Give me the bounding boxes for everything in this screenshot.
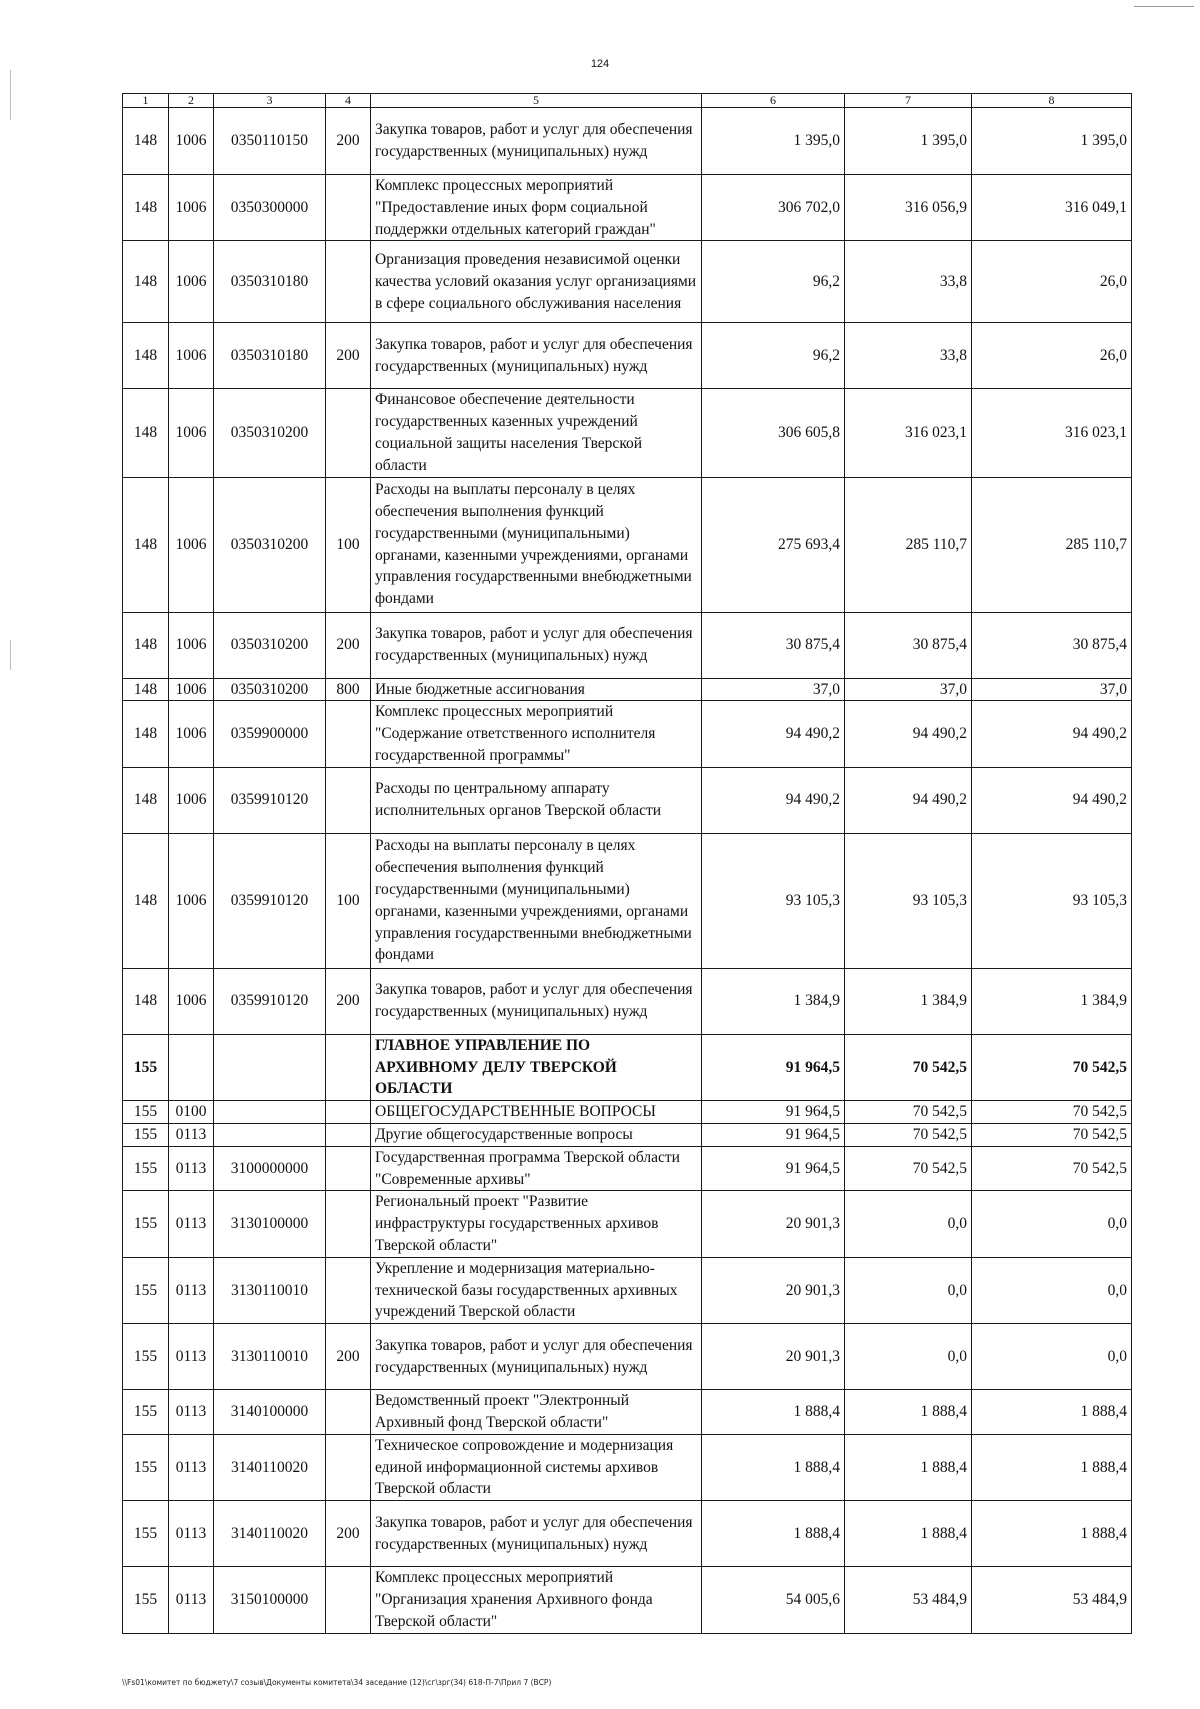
cell-expense-type: 200: [326, 108, 371, 175]
cell-target-article: 3150100000: [214, 1567, 326, 1633]
cell-amount-year3: 0,0: [972, 1257, 1132, 1323]
cell-amount-year1: 91 964,5: [702, 1101, 845, 1124]
cell-amount-year3: 0,0: [972, 1191, 1132, 1257]
cell-amount-year3: 285 110,7: [972, 477, 1132, 612]
table-row: [123, 968, 1132, 1034]
cell-description: Закупка товаров, работ и услуг для обеспечения государственных (муниципальных) нужд: [371, 968, 702, 1034]
cell-amount-year2: 94 490,2: [845, 701, 972, 767]
cell-amount-year2: 1 888,4: [845, 1390, 972, 1435]
cell-amount-year1: 96,2: [702, 241, 845, 323]
cell-description: Другие общегосударственные вопросы: [371, 1123, 702, 1146]
cell-description: Закупка товаров, работ и услуг для обеспечения государственных (муниципальных) нужд: [371, 323, 702, 389]
cell-target-article: 0350310200: [214, 612, 326, 678]
cell-expense-type: 100: [326, 833, 371, 968]
cell-description: ОБЩЕГОСУДАРСТВЕННЫЕ ВОПРОСЫ: [371, 1101, 702, 1124]
cell-expense-type: [326, 701, 371, 767]
cell-razdel: 1006: [169, 175, 214, 241]
cell-razdel: 0100: [169, 1101, 214, 1124]
table-row: [123, 389, 1132, 477]
table-row: [123, 108, 1132, 175]
cell-description: Комплекс процессных мероприятий "Содержание ответственного исполнителя государственной программы": [371, 701, 702, 767]
cell-amount-year3: 70 542,5: [972, 1101, 1132, 1124]
cell-amount-year1: 1 888,4: [702, 1390, 845, 1435]
cell-amount-year2: 0,0: [845, 1324, 972, 1390]
cell-target-article: 0350300000: [214, 175, 326, 241]
cell-target-article: 0350310200: [214, 477, 326, 612]
cell-amount-year3: 1 384,9: [972, 968, 1132, 1034]
cell-amount-year1: 1 888,4: [702, 1434, 845, 1500]
cell-expense-type: [326, 1257, 371, 1323]
cell-amount-year1: 20 901,3: [702, 1191, 845, 1257]
cell-razdel: 1006: [169, 389, 214, 477]
cell-razdel: 0113: [169, 1567, 214, 1633]
cell-glava: 148: [123, 477, 169, 612]
table-row: [123, 833, 1132, 968]
cell-target-article: [214, 1034, 326, 1100]
cell-description: Ведомственный проект "Электронный Архивный фонд Тверской области": [371, 1390, 702, 1435]
cell-expense-type: 800: [326, 678, 371, 701]
cell-amount-year3: 26,0: [972, 241, 1132, 323]
cell-razdel: 0113: [169, 1146, 214, 1191]
table-row: [123, 1434, 1132, 1500]
cell-amount-year1: 93 105,3: [702, 833, 845, 968]
cell-razdel: 0113: [169, 1501, 214, 1567]
cell-glava: 148: [123, 767, 169, 833]
table-row: [123, 241, 1132, 323]
cell-amount-year2: 30 875,4: [845, 612, 972, 678]
cell-amount-year2: 70 542,5: [845, 1146, 972, 1191]
cell-amount-year1: 94 490,2: [702, 701, 845, 767]
cell-target-article: 0359910120: [214, 833, 326, 968]
cell-razdel: 1006: [169, 612, 214, 678]
cell-razdel: 0113: [169, 1434, 214, 1500]
table-row: [123, 1034, 1132, 1100]
table-row: [123, 1324, 1132, 1390]
header-cell: 7: [845, 94, 972, 108]
table-row: [123, 175, 1132, 241]
scan-margin-mark: [10, 70, 11, 120]
cell-expense-type: 200: [326, 323, 371, 389]
cell-glava: 155: [123, 1257, 169, 1323]
cell-razdel: 1006: [169, 833, 214, 968]
cell-amount-year1: 1 384,9: [702, 968, 845, 1034]
cell-amount-year2: 70 542,5: [845, 1101, 972, 1124]
cell-amount-year1: 91 964,5: [702, 1034, 845, 1100]
cell-glava: 148: [123, 833, 169, 968]
cell-description: Иные бюджетные ассигнования: [371, 678, 702, 701]
cell-description: Финансовое обеспечение деятельности государственных казенных учреждений социальной защиты населения Тверской области: [371, 389, 702, 477]
cell-expense-type: [326, 1390, 371, 1435]
cell-amount-year3: 1 395,0: [972, 108, 1132, 175]
cell-razdel: 1006: [169, 678, 214, 701]
cell-glava: 148: [123, 323, 169, 389]
cell-target-article: 0350310200: [214, 389, 326, 477]
cell-razdel: 0113: [169, 1123, 214, 1146]
cell-amount-year1: 306 702,0: [702, 175, 845, 241]
cell-description: Комплекс процессных мероприятий "Организация хранения Архивного фонда Тверской области": [371, 1567, 702, 1633]
cell-amount-year1: 94 490,2: [702, 767, 845, 833]
table-header-row: [123, 94, 1132, 108]
cell-amount-year2: 37,0: [845, 678, 972, 701]
cell-glava: 148: [123, 175, 169, 241]
cell-amount-year2: 0,0: [845, 1257, 972, 1323]
table-row: [123, 767, 1132, 833]
table-row: [123, 1501, 1132, 1567]
cell-glava: 155: [123, 1434, 169, 1500]
table-row: [123, 1123, 1132, 1146]
cell-amount-year3: 70 542,5: [972, 1146, 1132, 1191]
cell-amount-year2: 1 888,4: [845, 1501, 972, 1567]
table-row: [123, 612, 1132, 678]
cell-amount-year1: 20 901,3: [702, 1257, 845, 1323]
cell-razdel: 0113: [169, 1257, 214, 1323]
cell-amount-year1: 275 693,4: [702, 477, 845, 612]
cell-description: Государственная программа Тверской области "Современные архивы": [371, 1146, 702, 1191]
cell-amount-year2: 94 490,2: [845, 767, 972, 833]
cell-amount-year3: 1 888,4: [972, 1501, 1132, 1567]
header-cell: 3: [214, 94, 326, 108]
header-cell: 1: [123, 94, 169, 108]
cell-amount-year1: 91 964,5: [702, 1146, 845, 1191]
cell-amount-year1: 96,2: [702, 323, 845, 389]
cell-amount-year2: 1 384,9: [845, 968, 972, 1034]
budget-table: [122, 93, 1132, 1634]
cell-amount-year1: 91 964,5: [702, 1123, 845, 1146]
table-row: [123, 1567, 1132, 1633]
cell-amount-year1: 30 875,4: [702, 612, 845, 678]
cell-glava: 155: [123, 1191, 169, 1257]
cell-razdel: 1006: [169, 108, 214, 175]
scan-corner-line: [1134, 6, 1194, 7]
cell-description: ГЛАВНОЕ УПРАВЛЕНИЕ ПО АРХИВНОМУ ДЕЛУ ТВЕРСКОЙ ОБЛАСТИ: [371, 1034, 702, 1100]
cell-expense-type: 200: [326, 1501, 371, 1567]
cell-target-article: 3130110010: [214, 1324, 326, 1390]
cell-amount-year3: 0,0: [972, 1324, 1132, 1390]
table-row: [123, 477, 1132, 612]
cell-target-article: 0359900000: [214, 701, 326, 767]
cell-glava: 148: [123, 701, 169, 767]
cell-amount-year3: 70 542,5: [972, 1123, 1132, 1146]
cell-amount-year1: 20 901,3: [702, 1324, 845, 1390]
cell-description: Техническое сопровождение и модернизация единой информационной системы архивов Тверской области: [371, 1434, 702, 1500]
cell-razdel: [169, 1034, 214, 1100]
header-cell: 6: [702, 94, 845, 108]
cell-razdel: 1006: [169, 767, 214, 833]
cell-glava: 155: [123, 1567, 169, 1633]
table-row: [123, 1101, 1132, 1124]
cell-target-article: 0350110150: [214, 108, 326, 175]
cell-amount-year1: 306 605,8: [702, 389, 845, 477]
cell-glava: 155: [123, 1034, 169, 1100]
cell-expense-type: [326, 1567, 371, 1633]
cell-amount-year3: 37,0: [972, 678, 1132, 701]
cell-glava: 155: [123, 1146, 169, 1191]
cell-amount-year2: 1 395,0: [845, 108, 972, 175]
cell-glava: 148: [123, 612, 169, 678]
table-row: [123, 323, 1132, 389]
cell-expense-type: [326, 1146, 371, 1191]
cell-glava: 155: [123, 1123, 169, 1146]
cell-razdel: 0113: [169, 1390, 214, 1435]
cell-glava: 155: [123, 1101, 169, 1124]
cell-expense-type: [326, 241, 371, 323]
cell-amount-year3: 94 490,2: [972, 701, 1132, 767]
cell-amount-year3: 316 049,1: [972, 175, 1132, 241]
cell-glava: 148: [123, 108, 169, 175]
cell-amount-year2: 0,0: [845, 1191, 972, 1257]
cell-target-article: [214, 1123, 326, 1146]
cell-description: Организация проведения независимой оценки качества условий оказания услуг организациями в сфере социального обслуживания населения: [371, 241, 702, 323]
cell-amount-year3: 1 888,4: [972, 1434, 1132, 1500]
cell-amount-year3: 53 484,9: [972, 1567, 1132, 1633]
cell-description: Укрепление и модернизация материально-технической базы государственных архивных учреждений Тверской области: [371, 1257, 702, 1323]
cell-amount-year2: 70 542,5: [845, 1034, 972, 1100]
cell-amount-year2: 33,8: [845, 323, 972, 389]
cell-amount-year3: 316 023,1: [972, 389, 1132, 477]
cell-target-article: [214, 1101, 326, 1124]
cell-glava: 148: [123, 389, 169, 477]
cell-description: Региональный проект "Развитие инфраструктуры государственных архивов Тверской области": [371, 1191, 702, 1257]
cell-target-article: 0350310180: [214, 323, 326, 389]
cell-amount-year3: 26,0: [972, 323, 1132, 389]
cell-target-article: 3140110020: [214, 1501, 326, 1567]
cell-expense-type: [326, 175, 371, 241]
cell-amount-year1: 37,0: [702, 678, 845, 701]
cell-target-article: 0359910120: [214, 767, 326, 833]
cell-expense-type: 200: [326, 1324, 371, 1390]
cell-razdel: 0113: [169, 1324, 214, 1390]
cell-glava: 148: [123, 678, 169, 701]
cell-amount-year2: 316 023,1: [845, 389, 972, 477]
cell-razdel: 0113: [169, 1191, 214, 1257]
cell-expense-type: [326, 1123, 371, 1146]
cell-target-article: 3130110010: [214, 1257, 326, 1323]
cell-expense-type: 200: [326, 968, 371, 1034]
file-path-footer: \\Fs01\комитет по бюджету\7 созыв\Документы комитета\34 заседание (12)\сг\зрг(34) 618-П-7\Прил 7 (ВСР): [122, 1678, 552, 1687]
cell-expense-type: 100: [326, 477, 371, 612]
page-number: 124: [590, 58, 610, 70]
cell-description: Закупка товаров, работ и услуг для обеспечения государственных (муниципальных) нужд: [371, 612, 702, 678]
cell-glava: 148: [123, 968, 169, 1034]
cell-razdel: 1006: [169, 241, 214, 323]
cell-target-article: 3130100000: [214, 1191, 326, 1257]
cell-amount-year2: 285 110,7: [845, 477, 972, 612]
table-row: [123, 1146, 1132, 1191]
table-row: [123, 678, 1132, 701]
cell-amount-year3: 94 490,2: [972, 767, 1132, 833]
header-cell: 5: [371, 94, 702, 108]
cell-amount-year2: 1 888,4: [845, 1434, 972, 1500]
cell-razdel: 1006: [169, 477, 214, 612]
cell-description: Расходы по центральному аппарату исполнительных органов Тверской области: [371, 767, 702, 833]
cell-amount-year1: 1 888,4: [702, 1501, 845, 1567]
cell-target-article: 3100000000: [214, 1146, 326, 1191]
cell-amount-year3: 93 105,3: [972, 833, 1132, 968]
cell-description: Закупка товаров, работ и услуг для обеспечения государственных (муниципальных) нужд: [371, 1324, 702, 1390]
cell-expense-type: 200: [326, 612, 371, 678]
cell-glava: 155: [123, 1501, 169, 1567]
cell-amount-year2: 93 105,3: [845, 833, 972, 968]
cell-amount-year1: 54 005,6: [702, 1567, 845, 1633]
cell-expense-type: [326, 1034, 371, 1100]
cell-amount-year3: 1 888,4: [972, 1390, 1132, 1435]
header-cell: 4: [326, 94, 371, 108]
cell-description: Расходы на выплаты персоналу в целях обеспечения выполнения функций государственными (муниципальными) органами, казенными учреждениями, органами управления государственными внебюджетными фондами: [371, 477, 702, 612]
cell-description: Расходы на выплаты персоналу в целях обеспечения выполнения функций государственными (муниципальными) органами, казенными учреждениями, органами управления государственными внебюджетными фондами: [371, 833, 702, 968]
cell-glava: 148: [123, 241, 169, 323]
header-cell: 2: [169, 94, 214, 108]
cell-amount-year2: 33,8: [845, 241, 972, 323]
cell-glava: 155: [123, 1324, 169, 1390]
table-row: [123, 1390, 1132, 1435]
cell-amount-year3: 30 875,4: [972, 612, 1132, 678]
scan-margin-mark: [10, 640, 11, 670]
cell-razdel: 1006: [169, 323, 214, 389]
cell-target-article: 0359910120: [214, 968, 326, 1034]
cell-amount-year2: 70 542,5: [845, 1123, 972, 1146]
cell-amount-year2: 53 484,9: [845, 1567, 972, 1633]
cell-glava: 155: [123, 1390, 169, 1435]
cell-target-article: 3140100000: [214, 1390, 326, 1435]
cell-expense-type: [326, 1101, 371, 1124]
cell-expense-type: [326, 767, 371, 833]
header-cell: 8: [972, 94, 1132, 108]
cell-razdel: 1006: [169, 701, 214, 767]
cell-expense-type: [326, 389, 371, 477]
cell-description: Закупка товаров, работ и услуг для обеспечения государственных (муниципальных) нужд: [371, 108, 702, 175]
cell-amount-year3: 70 542,5: [972, 1034, 1132, 1100]
cell-expense-type: [326, 1434, 371, 1500]
cell-description: Комплекс процессных мероприятий "Предоставление иных форм социальной поддержки отдельных категорий граждан": [371, 175, 702, 241]
cell-description: Закупка товаров, работ и услуг для обеспечения государственных (муниципальных) нужд: [371, 1501, 702, 1567]
cell-expense-type: [326, 1191, 371, 1257]
cell-target-article: 0350310180: [214, 241, 326, 323]
cell-target-article: 0350310200: [214, 678, 326, 701]
cell-razdel: 1006: [169, 968, 214, 1034]
table-row: [123, 1257, 1132, 1323]
table-row: [123, 1191, 1132, 1257]
cell-amount-year2: 316 056,9: [845, 175, 972, 241]
cell-amount-year1: 1 395,0: [702, 108, 845, 175]
cell-target-article: 3140110020: [214, 1434, 326, 1500]
table-row: [123, 701, 1132, 767]
